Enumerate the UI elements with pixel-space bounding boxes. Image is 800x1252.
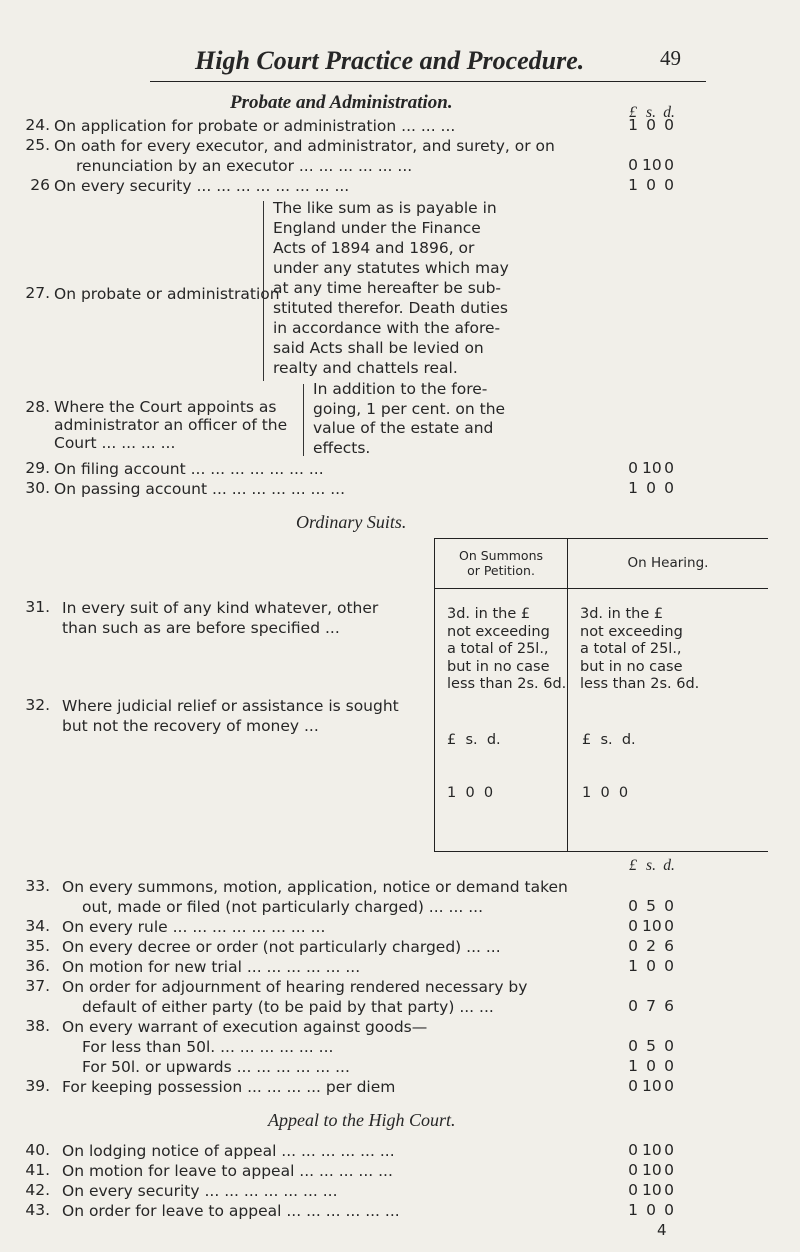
item-number: 30. [25, 479, 50, 497]
item-amount: 1 0 0 [628, 116, 674, 134]
item-number: 37. [25, 977, 50, 995]
item-text: On probate or administration [54, 285, 280, 303]
item-amount: 0 10 0 [628, 156, 674, 174]
table-rule-top [434, 538, 768, 539]
item-number: 31. [25, 598, 50, 616]
item-text: On every summons, motion, application, notice or demand taken out, made or filed (not particularly charged) ... ... ... [62, 878, 568, 916]
item-text: In every suit of any kind whatever, other than such as are before specified ... [62, 599, 379, 637]
item-number: 40. [25, 1141, 50, 1159]
section-heading-ordinary-suits: Ordinary Suits. [296, 512, 407, 532]
item-amount: 1 0 0 [628, 1201, 674, 1219]
table-rule-middle [567, 538, 568, 852]
item-number: 26 [30, 176, 50, 194]
item-amount: 0 10 0 [628, 1181, 674, 1199]
item-number: 36. [25, 957, 50, 975]
item-text: On every security ... ... ... ... ... ... ... ... [54, 177, 350, 195]
item-text: For keeping possession ... ... ... ... per diem [62, 1078, 396, 1096]
item-number: 35. [25, 937, 50, 955]
section-heading-probate: Probate and Administration. [230, 92, 453, 113]
item-note: The like sum as is payable in England under the Finance Acts of 1894 and 1896, or under any statutes which may at any time hereafter be sub- stituted therefor. Death duties in accordance with the afore- said Acts shall be levied on realty and chattels real. [273, 199, 509, 377]
currency-header-fees: £ s. d. [629, 857, 675, 874]
column-header-hearing: On Hearing. [627, 555, 709, 571]
summons-fee: 3d. in the £ not exceeding a total of 25l., but in no case less than 2s. 6d. [447, 606, 567, 693]
item-amount: 0 5 0 [628, 897, 674, 915]
item-text: On order for adjournment of hearing rendered necessary by default of either party (to be paid by that party) ... ... [62, 978, 528, 1016]
item-text: On every security ... ... ... ... ... ... ... [62, 1182, 338, 1200]
hearing-fee: £ s. d. 1 0 0 [582, 732, 636, 801]
item-amount: 0 10 0 [628, 1077, 674, 1095]
item-number: 42. [25, 1181, 50, 1199]
item-amount: 0 7 6 [628, 997, 674, 1015]
item-number: 33. [25, 877, 50, 895]
item-text: On every rule ... ... ... ... ... ... ... ... [62, 918, 326, 936]
item-amount: 0 10 0 [628, 917, 674, 935]
item-text: On every decree or order (not particularly charged) ... ... [62, 938, 501, 956]
item-text: On every warrant of execution against goods— For less than 50l. ... ... ... ... ... ... For 50l. or upwards ... ... ... ... ... ... [62, 1018, 428, 1076]
item-number: 38. [25, 1017, 50, 1035]
item-text: On passing account ... ... ... ... ... ... ... [54, 480, 346, 498]
item-text: On order for leave to appeal ... ... ... ... ... ... [62, 1202, 400, 1220]
item-number: 25. [25, 136, 50, 154]
brace [263, 201, 264, 381]
hearing-fee: 3d. in the £ not exceeding a total of 25l., but in no case less than 2s. 6d. [580, 606, 700, 693]
table-rule-left [434, 538, 435, 852]
item-text: On oath for every executor, and administrator, and surety, or on renunciation by an executor ... ... ... ... ... ... [54, 137, 555, 175]
brace [303, 384, 304, 456]
item-text: On application for probate or administration ... ... ... [54, 117, 456, 135]
item-number: 39. [25, 1077, 50, 1095]
item-text: On motion for leave to appeal ... ... ... ... ... [62, 1162, 393, 1180]
item-text: On filing account ... ... ... ... ... ... ... [54, 460, 324, 478]
item-text: Where judicial relief or assistance is sought but not the recovery of money ... [62, 697, 399, 735]
item-number: 41. [25, 1161, 50, 1179]
summons-fee: £ s. d. 1 0 0 [447, 732, 501, 801]
item-amount: 0 10 0 [628, 1161, 674, 1179]
item-amount: 1 0 0 [628, 957, 674, 975]
item-note: In addition to the fore- going, 1 per cent. on the value of the estate and effects. [313, 380, 506, 457]
item-amount: 0 10 0 [628, 1141, 674, 1159]
currency-header-probate: £ s. d. [629, 104, 675, 121]
item-amount: 1 0 0 [628, 479, 674, 497]
item-text: Where the Court appoints as administrator an officer of the Court ... ... ... ... [54, 398, 288, 452]
page-number: 49 [660, 46, 681, 70]
item-amount: 0 2 6 [628, 937, 674, 955]
item-number: 34. [25, 917, 50, 935]
item-amount: 0 5 0 [628, 1037, 674, 1055]
running-head-title: High Court Practice and Procedure. [195, 46, 585, 75]
table-rule-bottom [434, 851, 768, 852]
item-text: On lodging notice of appeal ... ... ... ... ... ... [62, 1142, 395, 1160]
item-amount: 1 0 0 [628, 176, 674, 194]
item-number: 24. [25, 116, 50, 134]
section-heading-appeal: Appeal to the High Court. [268, 1110, 456, 1130]
column-header-summons: On Summons or Petition. [458, 548, 544, 578]
item-amount: 0 10 0 [628, 459, 674, 477]
item-amount: 1 0 0 [628, 1057, 674, 1075]
item-number: 28. [25, 398, 50, 416]
item-number: 32. [25, 696, 50, 714]
item-number: 29. [25, 459, 50, 477]
item-number: 43. [25, 1201, 50, 1219]
item-number: 27. [25, 284, 50, 302]
table-rule-header [434, 588, 768, 589]
header-rule [150, 81, 706, 82]
item-text: On motion for new trial ... ... ... ... ... ... [62, 958, 361, 976]
signature-mark: 4 [657, 1221, 667, 1239]
